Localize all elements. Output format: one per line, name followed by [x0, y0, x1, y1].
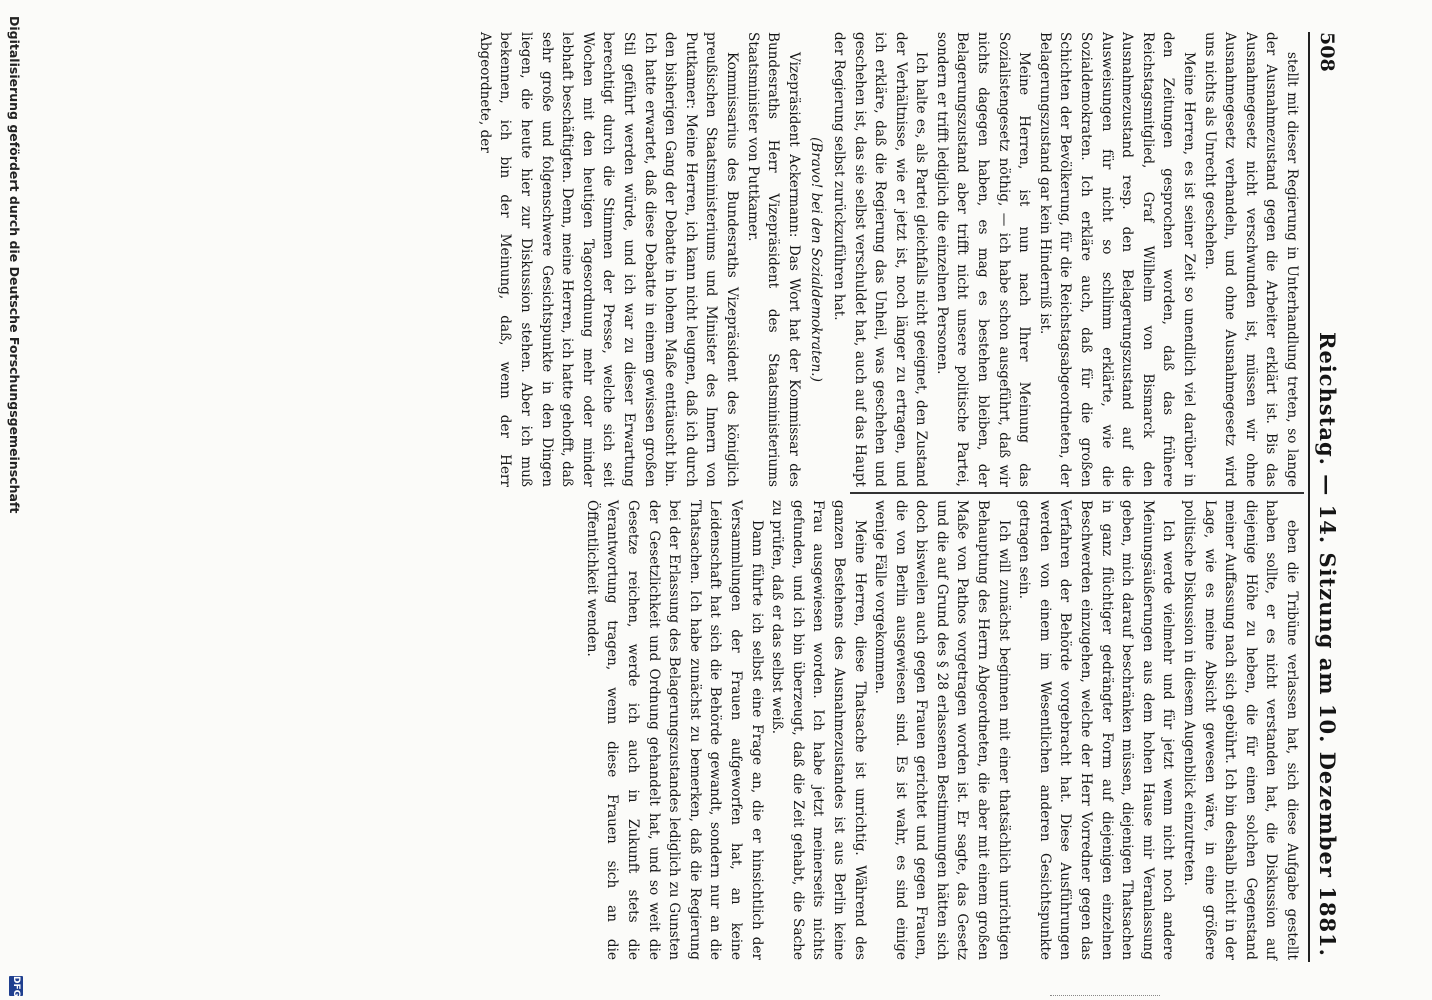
left-text-column — [476, 32, 1302, 487]
left-paragraph: Meine Herren, ist nun nach Ihrer Meinung das Sozialistengesetz nöthig, — ich habe schon ausgeführt, daß wir nichts dagegen haben, es mag es bestehen bleiben, der Belagerungszustand aber trifft nicht unsere politische Partei, sondern er trifft lediglich die einzelnen Personen. — [933, 32, 1033, 487]
right-paragraph: eben die Tribüne verlassen hat, sich diese Aufgabe gestellt haben sollte, er es nicht verstanden hat, die Diskussion auf diejenige Höhe zu heben, die für einen solchen Gegenstand meiner Auffassung nach sich gebührt. Ich bin deshalb nicht in der Lage, wie es meine Absicht gewesen wäre, in eine größere politische Diskussion in diesem Augenblick einzutreten. — [1181, 500, 1300, 960]
right-paragraph: Ich werde vielmehr und für jetzt wenn nicht noch andere Meinungsäußerungen aus dem hohen Hause mir Veranlassung geben, mich darauf beschränken müssen, diejenigen Thatsachen in ganz flüchtiger gedrängter Form auf diejenigen einzelnen Beschwerden einzugehen, welche der Herr Vorredner gegen das Verfahren der Behörde vorgebracht hat. Diese Ausführungen werden von einem im Wesentlichen anderen Gesichtspunkte getragen sein. — [1016, 500, 1177, 960]
column-divider — [850, 492, 1304, 494]
right-paragraph: Meine Herren, diese Thatsache ist unrichtig. Während des ganzen Bestehens des Ausnahmezustandes ist aus Berlin keine Frau ausgewiesen worden. Ich habe jetzt meinerseits nichts gefunden, und ich bin überzeugt, daß die Zeit gehabt, die Sache zu prüfen, daß er das selbst weiß. — [769, 500, 868, 960]
left-paragraph: Vizepräsident Ackermann: Das Wort hat der Kommissar des Bundesraths Herr Vizepräsident des Staatsministeriums Staatsminister von Puttkamer. — [744, 32, 802, 487]
left-paragraph: Ich halte es, als Partei gleichfalls nicht geeignet, den Zustand der Verhältnisse, wie er jetzt ist, noch länger zu ertragen, und ich erkläre, daß die Regierung das Unheil, was geschehen und geschehen ist, das sie selbst verschuldet hat, auch auf das Haupt der Regierung selbst zurückzuführen hat. — [830, 32, 930, 487]
left-paragraph: Kommissarius des Bundesraths Vizepräsident des königlich preußischen Staatsministeriums und Minister des Innern von Puttkamer: Meine Herren, ich kann nicht leugnen, daß ich durch den bisherigen Gang der Debatte in hohem Maße enttäuscht bin. Ich hatte erwartet, daß diese Debatte in einem gewissen großen Stil geführt werden würde, und ich war zu dieser Erwartung berechtigt durch die Stimmen der Presse, welche sich seit Wochen mit den heutigen Tagesordnung mehr oder minder lebhaft beschäftigten. Denn, meine Herren, ich hatte gehofft, daß sehr große und folgenschwere Gesichtspunkte in den Dingen liegen, die heute hier zur Diskussion stehen. Aber ich muß bekennen, ich bin der Meinung, daß, wenn der Herr Abgeordnete, der — [476, 32, 740, 487]
running-title: Reichstag. — 14. Sitzung am 10. Dezember 1881. — [1315, 332, 1340, 957]
page-number: 508 — [1316, 32, 1338, 72]
right-text-column — [583, 500, 1302, 960]
digitization-note: Digitalisierung gefördert durch die Deutsche Forschungsgemeinschaft — [7, 16, 22, 514]
dfg-logo: DFG — [11, 976, 21, 998]
left-paragraph: stellt mit dieser Regierung in Unterhandlung treten, so lange der Ausnahmezustand gegen die Arbeiter erklärt ist. Bis das Ausnahmegesetz nicht verschwunden ist, müssen wir ohne Ausnahmegesetz verhandeln, und ohne Ausnahmegesetz wird uns nichts als Unrecht geschehen. — [1201, 32, 1300, 487]
page-header — [1310, 32, 1344, 964]
right-paragraph: Dann führte ich selbst eine Frage an, die er hinsichtlich der Versammlungen der Frauen aufgeworfen hat, an keine Leidenschaft hat sich die Behörde gewandt, sondern nur an die Thatsachen. Ich habe zunächst zu bemerken, daß die Regierung bei der Erlassung des Belagerungszustandes lediglich zu Gunsten der Gesetzlichkeit und Ordnung gehandelt hat, und so weit die Gesetze reichen, werde ich auch in Zukunft stets die Verantwortung tragen, wenn diese Frauen sich an die Öffentlichkeit wenden. — [583, 500, 765, 960]
scan-edge-mark — [1050, 995, 1160, 999]
header-rule — [1308, 32, 1310, 962]
right-paragraph: Ich will zunächst beginnen mit einer thatsächlich unrichtigen Behauptung des Herrn Abgeordneten, die aber mit einem großen Maße von Pathos vorgetragen worden ist. Er sagte, das Gesetz und die auf Grund des § 28 erlassenen Bestimmungen hätten sich doch bisweilen auch gegen Frauen gerichtet und gegen Frauen, die von Berlin ausgewiesen sind. Es ist wahr, es sind einige wenige Fälle vorgekommen. — [872, 500, 1012, 960]
stage-direction: (Bravo! bei den Sozialdemokraten.) — [808, 137, 825, 382]
left-paragraph: Meine Herren, es ist seiner Zeit so unendlich viel darüber in den Zeitungen gesprochen worden, daß das frühere Reichstagsmitglied, Graf Wilhelm von Bismarck den Ausnahmezustand resp. den Belagerungszustand auf die Ausweisungen für nicht so schlimm erklärte, wie die Sozialdemokraten. Ich erkläre auch, daß für die großen Schichten der Bevölkerung, für die Reichstagsabgeordneten, der Belagerungszustand gar kein Hinderniß ist. — [1036, 32, 1198, 487]
